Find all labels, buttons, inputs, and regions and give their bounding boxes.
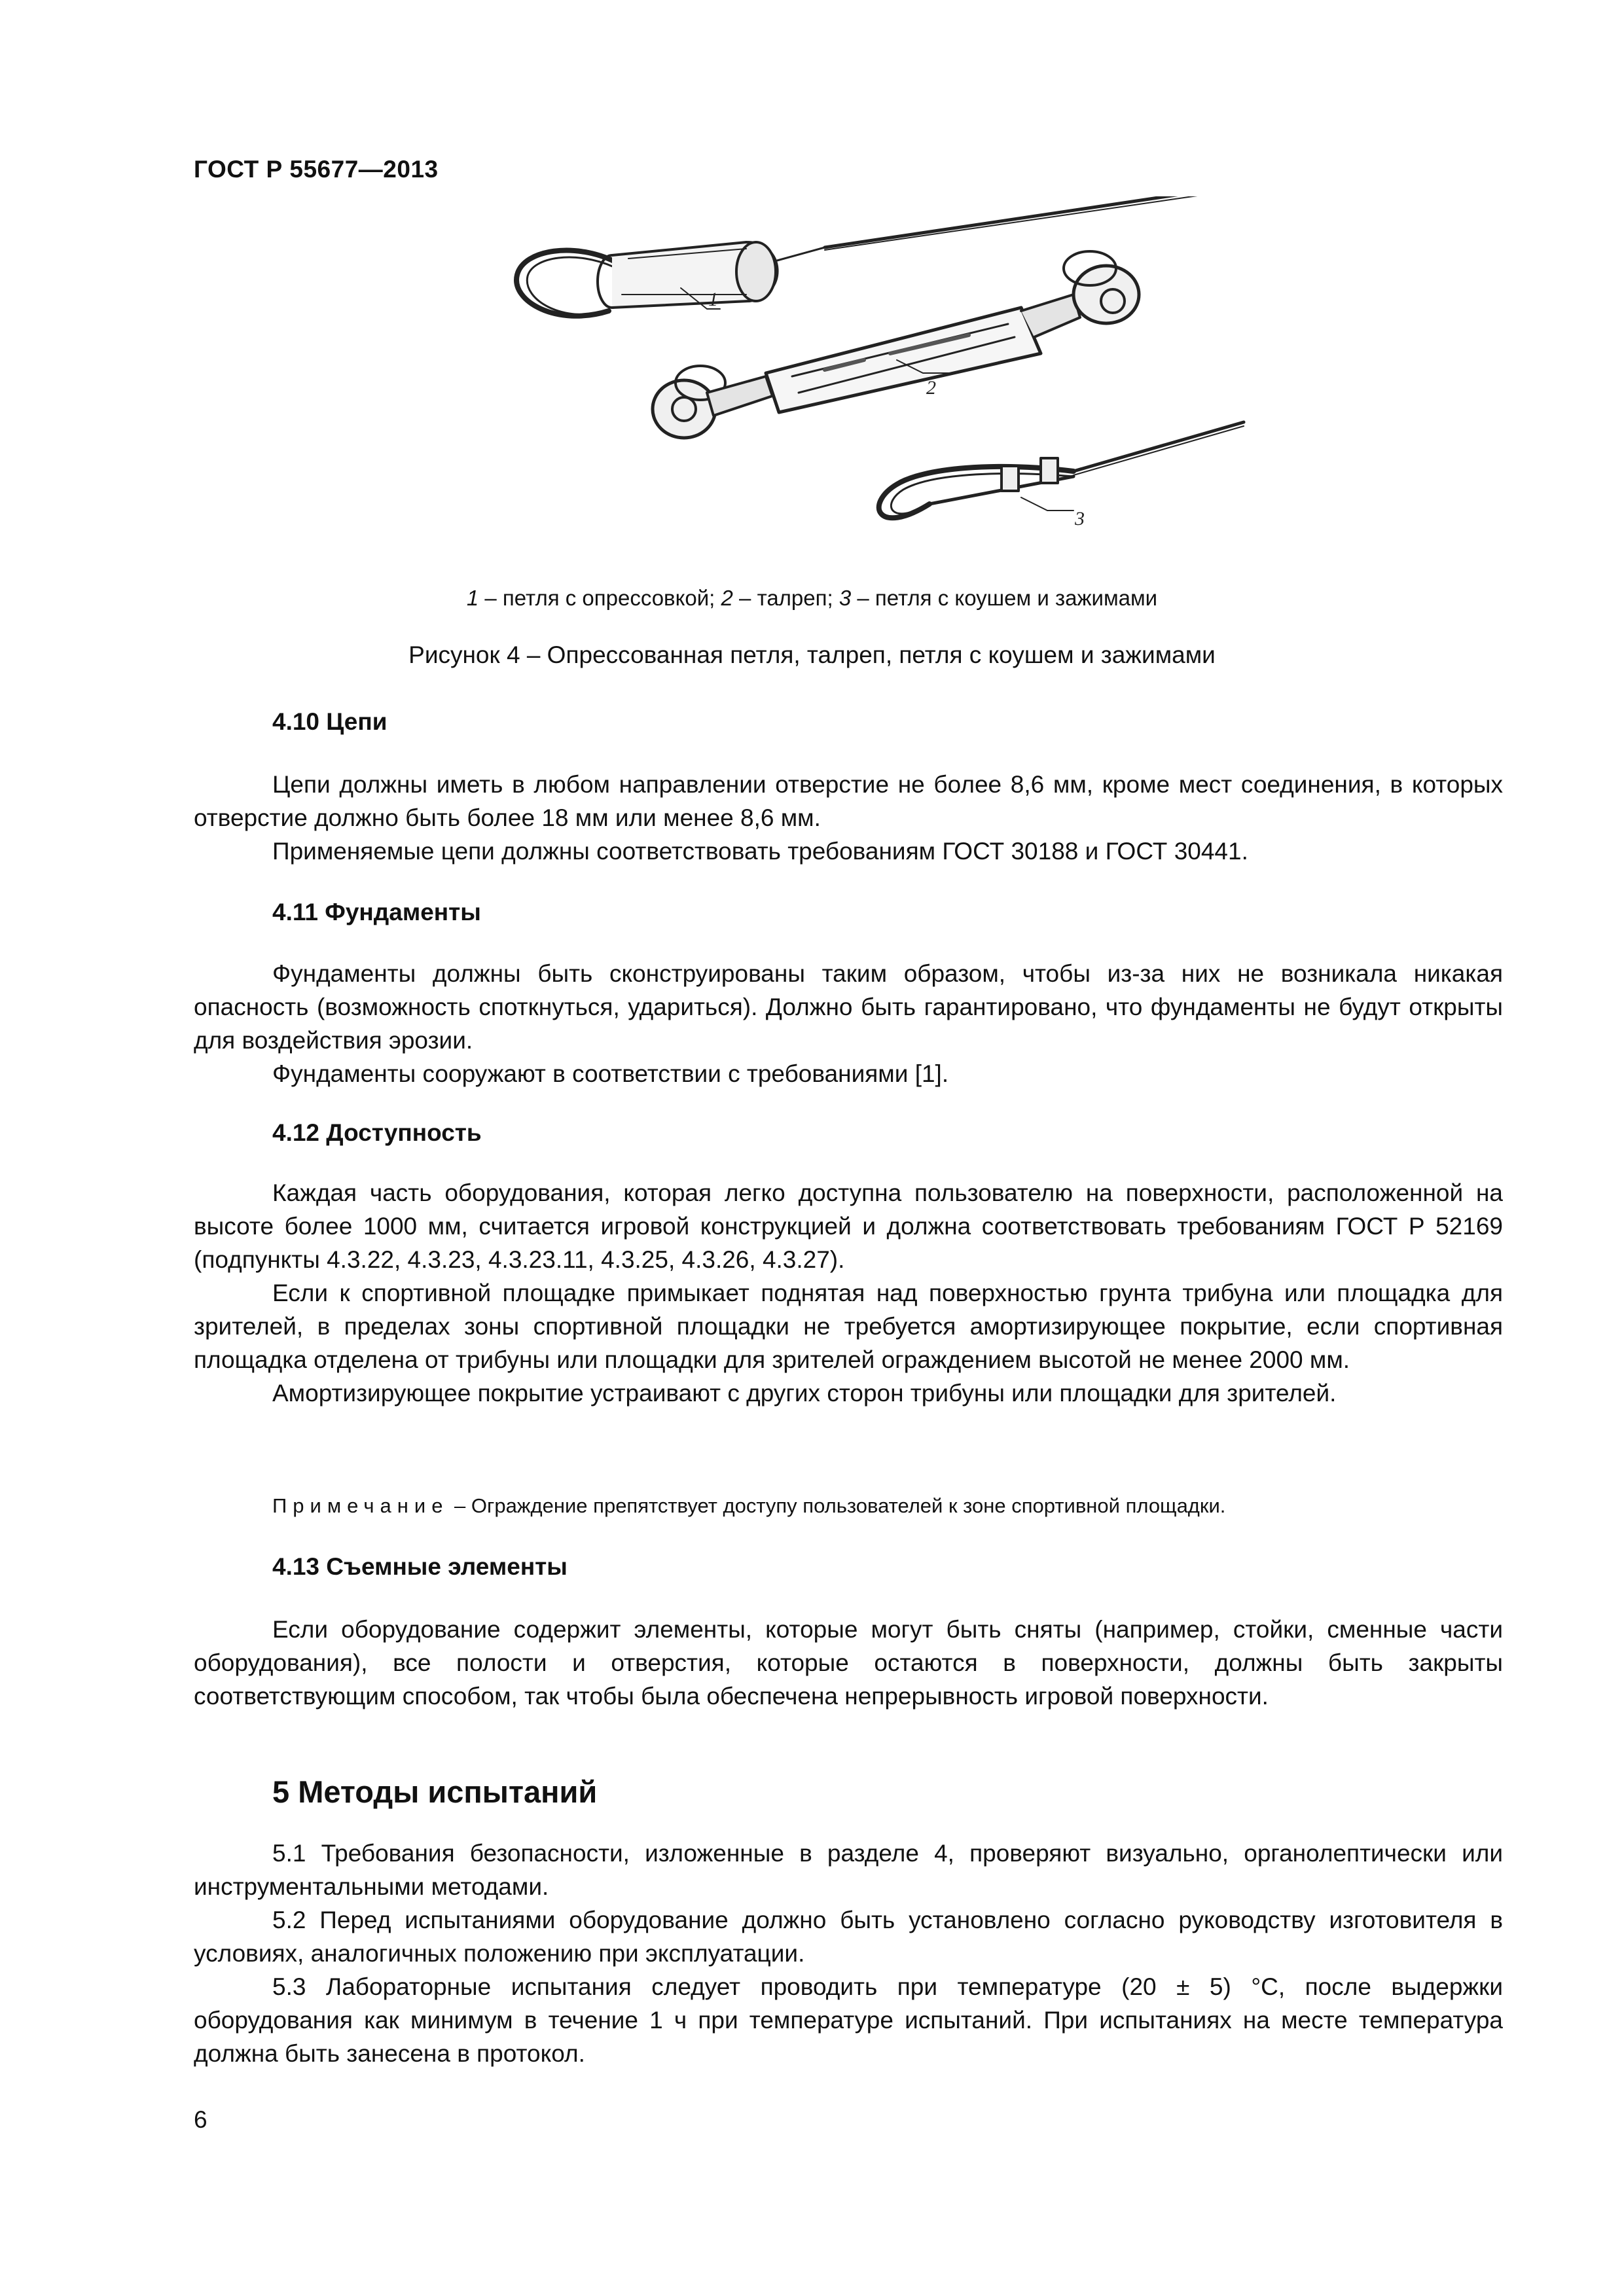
section-4-13-para-1: Если оборудование содержит элементы, которые могут быть сняты (например, стойки, сменные части оборудования), все полости и отверстия, которые остаются в поверхности, должны быть закрыты соответствующим способом, так чтобы была обеспечена непрерывность игровой поверхности. [194,1616,1503,1710]
legend-text-3: – петля с коушем и зажимами [851,586,1158,610]
legend-text-1: – петля с опрессовкой; [478,586,721,610]
section-4-11-para-2: Фундаменты сооружают в соответствии с требованиями [1]. [272,1060,949,1087]
figure-legend [0,586,1624,611]
section-4-12-title: 4.12 Доступность [272,1119,482,1146]
section-4-10-para-2: Применяемые цепи должны соответствовать требованиям ГОСТ 30188 и ГОСТ 30441. [272,838,1248,865]
legend-num-1: 1 [466,586,479,610]
document-code-header: ГОСТ Р 55677—2013 [194,156,439,183]
figure-caption: Рисунок 4 – Опрессованная петля, талреп, петля с коушем и зажимами [408,641,1216,668]
legend-text-2: – талреп; [732,586,839,610]
section-4-11-title: 4.11 Фундаменты [272,899,481,925]
chapter-5-body [194,1837,1503,2070]
section-4-12-para-1: Каждая часть оборудования, которая легко доступна пользователю на поверхности, расположенной на высоте более 1000 мм, считается игровой конструкцией и должна соответствовать требованиям ГОСТ Р 52169 (подпункты 4.3.22, 4.3.23, 4.3.23.11, 4.3.25, 4.3.26, 4.3.27). [194,1179,1503,1273]
thimble-loop-illustration [879,422,1244,518]
section-4-13-title: 4.13 Съемные элементы [272,1553,568,1580]
section-4-12-para-2: Если к спортивной площадке примыкает поднятая над поверхностью грунта трибуна или площадка для зрителей, в пределах зоны спортивной площадки не требуется амортизирующее покрытие, если спортивная площадка отделена от трибуны или площадки для зрителей ограждением высотой не менее 2000 мм. [194,1280,1503,1373]
callout-3: 3 [1075,508,1085,529]
chapter-5-para-3: 5.3 Лабораторные испытания следует проводить при температуре (20 ± 5) °С, после выдержки оборудования как минимум в течение 1 ч при температуре испытаний. При испытаниях на месте температура должна быть занесена в протокол. [194,1973,1503,2067]
figure-4-drawing [497,196,1270,576]
section-4-12-note [272,1494,1503,1518]
chapter-5-para-1: 5.1 Требования безопасности, изложенные в разделе 4, проверяют визуально, органолептически или инструментальными методами. [194,1840,1503,1900]
section-4-11-para-1: Фундаменты должны быть сконструированы таким образом, чтобы из-за них не возникала никакая опасность (возможность споткнуться, удариться). Должно быть гарантировано, что фундаменты не будут открыты для воздействия эрозии. [194,960,1503,1054]
section-4-10-title: 4.10 Цепи [272,708,388,735]
legend-num-3: 3 [839,586,852,610]
chapter-5-para-2: 5.2 Перед испытаниями оборудование должно быть установлено согласно руководству изготовителя в условиях, аналогичных положению при эксплуатации. [194,1907,1503,1967]
section-4-12-para-3: Амортизирующее покрытие устраивают с других сторон трибуны или площадки для зрителей. [272,1380,1337,1407]
section-4-13-body [194,1613,1503,1713]
legend-num-2: 2 [721,586,733,610]
chapter-5-title: 5 Методы испытаний [272,1774,598,1809]
note-text: – Ограждение препятствует доступу пользователей к зоне спортивной площадки. [448,1494,1226,1517]
page-number: 6 [194,2106,208,2133]
callout-1: 1 [708,289,718,310]
note-label: Примечание [272,1494,449,1517]
section-4-10-para-1: Цепи должны иметь в любом направлении отверстие не более 8,6 мм, кроме мест соединения, в которых отверстие должно быть более 18 мм или менее 8,6 мм. [194,771,1503,831]
callout-2: 2 [926,377,936,399]
section-4-11-body [194,957,1503,1090]
section-4-10-body [194,768,1503,868]
section-4-12-body [194,1176,1503,1410]
